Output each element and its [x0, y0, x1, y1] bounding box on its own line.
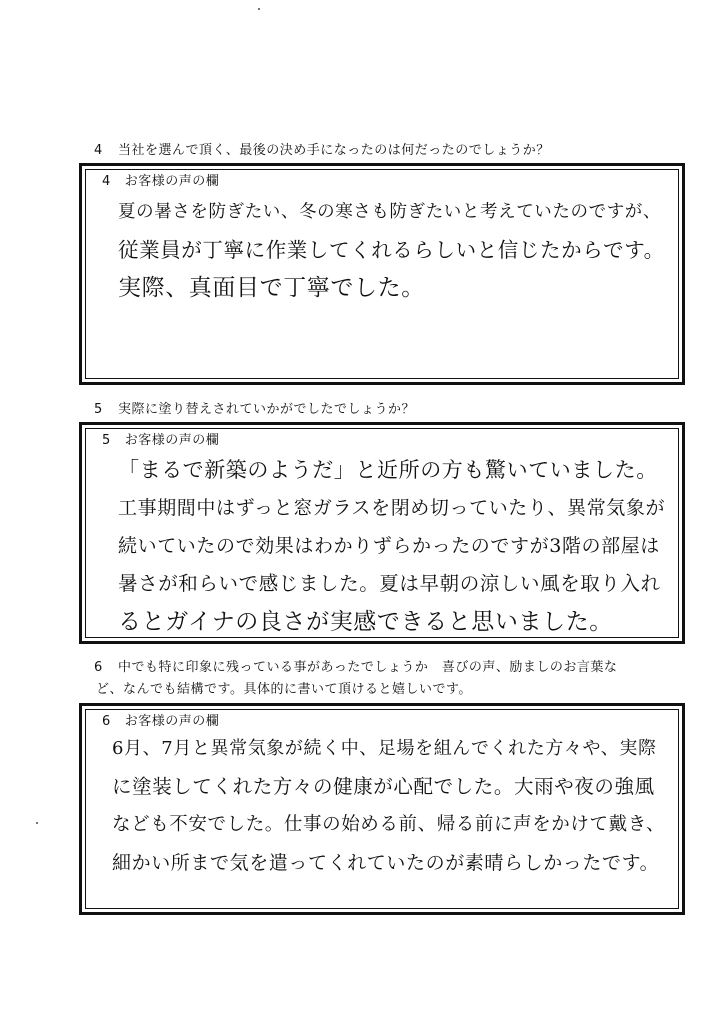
- box-number: 5: [102, 433, 111, 448]
- question-text: 当社を選んで頂く、最後の決め手になったのは何だったのでしょうか？: [118, 143, 550, 158]
- question-number: 5: [94, 402, 103, 417]
- answer-line: 暑さが和らいで感じました。夏は早朝の涼しい風を取り入れ: [118, 572, 661, 595]
- question-number: 6: [94, 660, 103, 675]
- answer-line: 工事期間中はずっと窓ガラスを閉め切っていたり、異常気象が: [118, 497, 666, 519]
- box-label-text: お客様の声の欄: [124, 714, 220, 729]
- answer-line: 細かい所まで気を遣ってくれていたのが素晴らしかったです。: [112, 852, 660, 874]
- answer-line: なども不安でした。仕事の始める前、帰る前に声をかけて戴き、: [112, 814, 666, 835]
- question-6: [84, 657, 704, 678]
- answer-line: 実際、真面目で丁寧でした。: [118, 275, 425, 301]
- customer-voice-box-5: [79, 422, 685, 644]
- box-label-text: お客様の声の欄: [124, 433, 220, 448]
- question-text: 実際に塗り替えされていかがでしたでしょうか？: [118, 402, 416, 417]
- answer-line: 夏の暑さを防ぎたい、冬の寒さも防ぎたいと考えていたのですが、: [118, 202, 661, 222]
- customer-voice-box-6: [79, 703, 685, 915]
- handwritten-answer: [112, 730, 666, 882]
- question-text: 中でも特に印象に残っている事があったでしょうか 喜びの声、励ましのお言葉な: [118, 660, 618, 675]
- speck: [258, 8, 260, 10]
- answer-line: 「まるで新築のようだ」と近所の方も驚いていました。: [118, 458, 658, 482]
- question-6-continuation: [96, 679, 696, 700]
- handwritten-answer: [118, 451, 666, 641]
- box-label: [102, 710, 219, 729]
- answer-line: に塗装してくれた方々の健康が心配でした。大雨や夜の強風: [112, 775, 655, 798]
- handwritten-answer: [118, 193, 666, 307]
- answer-line: るとガイナの良さが実感できると思いました。: [118, 609, 613, 635]
- box-label: [102, 170, 219, 189]
- answer-line: 6月、7月と異常気象が続く中、足場を組んでくれた方々や、実際: [112, 738, 657, 759]
- question-text-line2: ど、なんでも結構です。具体的に書いて頂けると嬉しいです。: [96, 682, 472, 697]
- box-label-text: お客様の声の欄: [124, 174, 220, 189]
- question-number: 4: [94, 143, 103, 158]
- box-label: [102, 429, 219, 448]
- answer-line: 従業員が丁寧に作業してくれるらしいと信じたからです。: [118, 238, 665, 262]
- box-number: 4: [102, 174, 111, 189]
- customer-voice-box-4: [79, 163, 685, 385]
- speck: [36, 822, 38, 824]
- box-number: 6: [102, 714, 111, 729]
- answer-line: 続いていたので効果はわかりずらかったのですが3階の部屋は: [118, 535, 660, 557]
- question-4: [84, 140, 684, 161]
- question-5: [84, 399, 684, 420]
